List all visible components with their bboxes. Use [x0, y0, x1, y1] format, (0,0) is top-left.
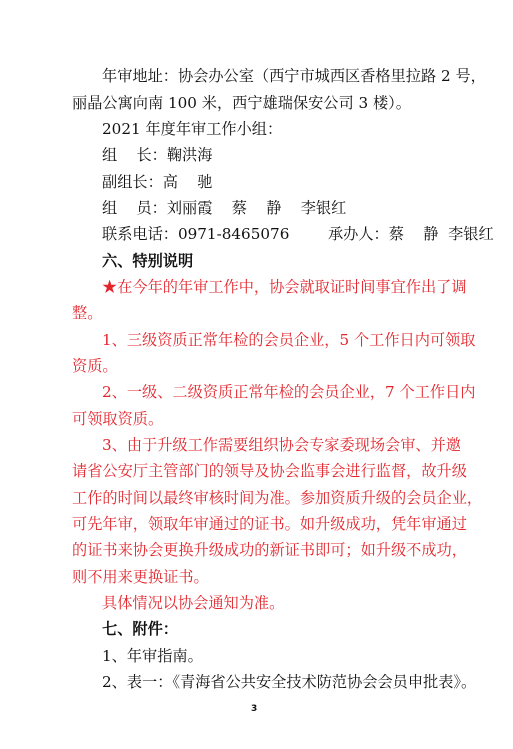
notice-line-1: ★在今年的年审工作中，协会就取证时间事宜作出了调	[102, 278, 467, 296]
item-3-line-3: 工作的时间以最终审核时间为准。参加资质升级的会员企业，	[72, 489, 483, 507]
section-heading-attachments: 七、附件：	[102, 620, 178, 638]
address-line-2: 丽晶公寓向南 100 米，西宁雄瑞保安公司 3 楼）。	[72, 94, 411, 112]
members-line: 组 员：刘丽霞 蔡 静 李银红	[102, 199, 347, 217]
group-leader-line: 组 长：鞠洪海	[102, 146, 213, 164]
item-3-line-2: 请省公安厅主管部门的领导及协会监事会进行监督，故升级	[72, 462, 467, 480]
contact-line: 联系电话：0971-8465076 承办人：蔡 静 李银红	[102, 225, 494, 243]
attachment-1: 1、年审指南。	[102, 647, 203, 665]
notice-final-line: 具体情况以协会通知为准。	[102, 594, 285, 612]
star-icon: ★	[102, 278, 118, 296]
attachment-2: 2、表一：《青海省公共安全技术防范协会会员申批表》。	[102, 673, 477, 691]
item-3-line-4: 可先年审，领取年审通过的证书。如升级成功，凭年审通过	[72, 515, 467, 533]
item-3-line-6: 则不用来更换证书。	[72, 568, 209, 586]
deputy-leader-line: 副组长：高 驰	[102, 173, 213, 191]
item-3-line-1: 3、由于升级工作需要组织协会专家委现场会审、并邀	[102, 436, 461, 454]
notice-line-2: 整。	[72, 304, 103, 322]
page-number: 3	[251, 704, 258, 714]
item-3-line-5: 的证书来协会更换升级成功的新证书即可；如升级不成功，	[72, 541, 467, 559]
item-1-line-2: 资质。	[72, 357, 118, 375]
working-group-title: 2021 年度年审工作小组：	[102, 120, 283, 138]
item-2-line-2: 可领取资质。	[72, 410, 164, 428]
section-heading-special-notes: 六、特别说明	[102, 252, 194, 270]
item-2-line-1: 2、一级、二级资质正常年检的会员企业，7 个工作日内	[102, 383, 476, 401]
item-1-line-1: 1、三级资质正常年检的会员企业，5 个工作日内可领取	[102, 331, 476, 349]
address-line-1: 年审地址：协会办公室（西宁市城西区香格里拉路 2 号，	[102, 67, 486, 85]
